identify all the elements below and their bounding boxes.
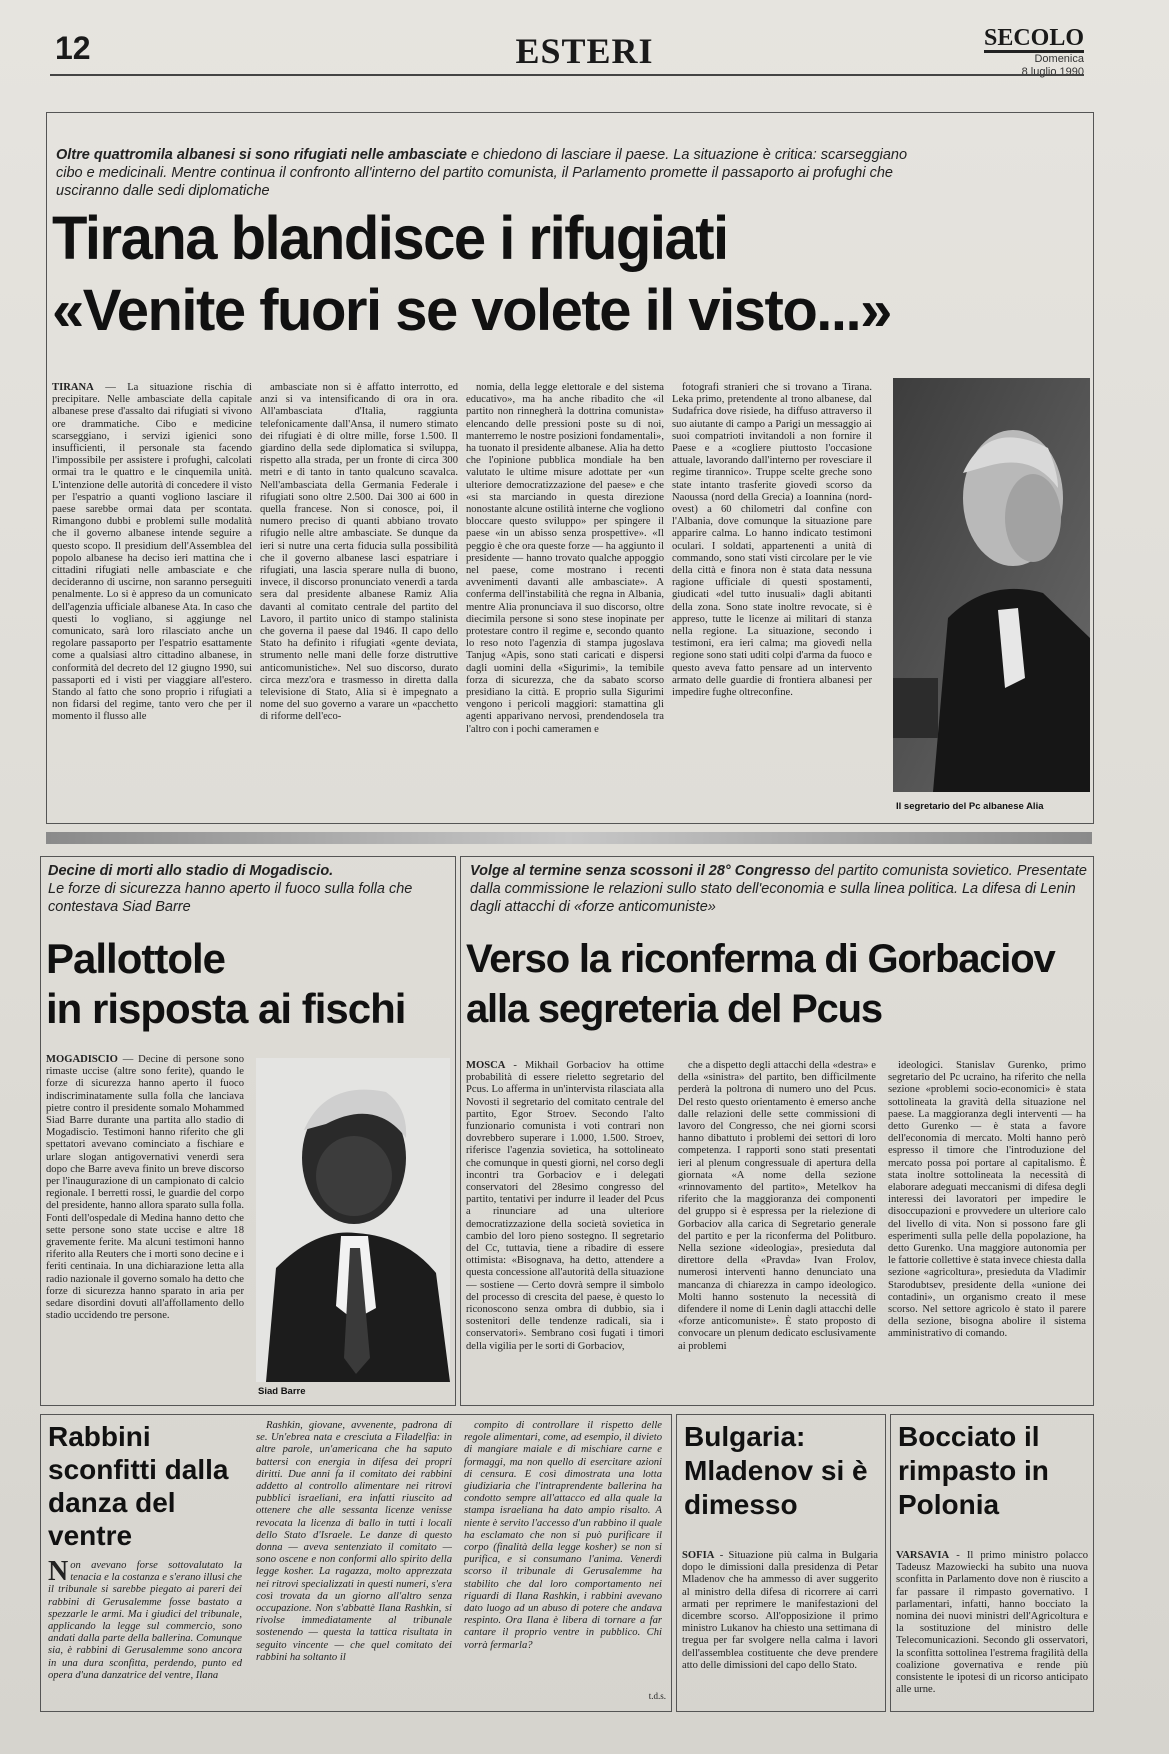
- col-text: — Decine di persone sono rimaste uccise (altre sono ferite), quando le forze di sicurezza hanno aperto il fuoco indiscriminatamente sulla folla che lanciava pietre contro il presidente somalo Mohammed Siad Barre durante una partita allo stadio di Mogadiscio. Testimoni hanno riferito che gli spettatori avevano cominciato a fischiare e urlare slogan antigovernativi venerdì sera dopo che Barre aveva finito un breve discorso per l'inaugurazione di un campionato di calcio regionale. I berretti rossi, le guardie del corpo del presidente, hanno allora sparato sulla folla. Fonti dell'ospedale di Medina hanno detto che sette persone sono state uccise e altre 18 gravemente ferite. Ma alcuni testimoni hanno riferito alla Reuters che i morti sono decine e i feriti centinaia. In una dichiarazione letta alla radio nazionale il governo somalo ha detto che forze di sicurezza hanno sparato in aria per sedare disordini dovuti all'affollamento dello stadio uccidendo tre persone.: [46, 1054, 244, 1322]
- article-gorbaciov-col-2: [678, 1060, 876, 1400]
- dateline-mogadiscio: MOGADISCIO: [46, 1054, 118, 1065]
- kicker-bold: Decine di morti allo stadio di Mogadiscio.: [48, 863, 334, 879]
- portrait-barre-image: [256, 1058, 450, 1382]
- article-albania-headline-1: Tirana blandisce i rifugiati: [52, 204, 728, 273]
- article-rabbini-col-2: [256, 1420, 452, 1706]
- photo-siad-barre: [256, 1058, 450, 1382]
- col-text: on avevano forse sottovalutato la tenacia e la costanza e s'erano illusi che il tribunale si sarebbe piegato ai pareri dei rabbini di Gerusalemme fosse bastato a spezzarle le armi. Ma i giudici del tribunale, applicando la legge sul commercio, sono andati dalla parte della ballerina. Comunque sia, è rabbini di Gerusalemme sono ancora in una dura sconfitta, perdendo, punto ed opera d'una danzatrice del ventre, Ilana: [48, 1560, 242, 1681]
- article-albania-headline-2: «Venite fuori se volete il visto...»: [52, 278, 891, 343]
- article-gorbaciov-col-3: [888, 1060, 1086, 1400]
- dateline-tirana: TIRANA: [52, 382, 94, 393]
- masthead-logo: SECOLO: [983, 25, 1084, 51]
- article-albania-kicker: [56, 146, 936, 200]
- article-gorbaciov-kicker: [470, 862, 1090, 916]
- dateline-sofia: SOFIA: [682, 1550, 715, 1561]
- header-rule: [50, 74, 1084, 76]
- article-rabbini-col-3: [464, 1420, 662, 1688]
- article-rabbini-signature: t.d.s.: [648, 1691, 666, 1701]
- section-separator: [46, 832, 1092, 844]
- section-title: ESTERI: [515, 31, 654, 71]
- col-text: che a dispetto degli attacchi della «destra» e della «sinistra» del partito, ben difficilmente perderà la poltrona di numero uno del Pcus. Del resto questo orientamento è emerso anche dalle relazioni delle sette commissioni di lavoro del Congresso, che nei giorni scorsi hanno dibattuto i problemi dei settori di loro competenza. I rapporti sono stati presentati ieri al plenum congressuale di apertura della giornata «A nome della sezione «rinnovamento del partito», Metelkov ha riferito che la maggioranza dei componenti del gruppo si è espressa per la rielezione di Gorbaciov alla carica di Segretario generale del partito e per la riconferma del Politburo. Nella sezione «ideologia», presieduta dal direttore della «Pravda» Ivan Frolov, numerosi interventi hanno denunciato una mancanza di chiarezza in campo ideologico. Molti hanno sostenuto la necessità di difendere il nome di Lenin dagli attacchi delle «forze anticomuniste». È stato proposto di convocare un plenum dedicato esclusivamente ai problemi: [678, 1060, 876, 1352]
- article-albania-col-3: [466, 382, 664, 812]
- article-bulgaria-body: [682, 1550, 878, 1706]
- article-gorbaciov-col-1: [466, 1060, 664, 1400]
- col-text: nomia, della legge elettorale e del sistema educativo», ma ha anche ribadito che «il partito non rinnegherà la dottrina comunista» elencando delle pressioni poste su di noi, manterremo le nostre posizioni fondamentali», ha tuonato il presidente albanese. Alia ha detto che l'opinione pubblica mondiale ha ben valutato le ultime misure adottate per «un ulteriore democratizzazione del paese» e che «si sta marciando in questa direzione nonostante alcune ostilità interne che vogliono bloccare questo sviluppo» per spingere il paese «in un abisso senza prospettive». «Il peggio è che ora queste forze — ha aggiunto il presidente — hanno trovato qualche appoggio nel paese, come mostrano i recenti avvenimenti davanti alle ambasciate». A conferma dell'instabilità che regna in Albania, mentre Alia pronunciava il suo discorso, oltre diecimila persone si sono stese inopinate per protestare contro il regime e, secondo quanto lo reso noto l'agenzia di stampa jugoslava Tanjug «Apis, sono stati caricati e dispersi dagli uomini della «Sigurimi», la temibile forza di sicurezza, che da sabato scorso presidiano la città. E proprio sulla Sigurimi vengono i pericoli maggiori: stamattina gli agenti apparivano nervosi, prendendosela tra l'altro con i pochi cameramen e: [466, 382, 664, 735]
- article-albania-col-2: [260, 382, 458, 812]
- photo-alia: [893, 378, 1090, 792]
- issue-date: 8 luglio 1990: [1021, 66, 1084, 78]
- col-text: fotografi stranieri che si trovano a Tirana. Leka primo, pretendente al trono albanese, dal Sudafrica dove risiede, ha diffuso attraverso il suo aiutante di campo a Parigi un messaggio ai suoi compatrioti invitandoli a non fornire il Paese e a «cogliere piuttosto l'occasione attuale, lavorando dall'interno per rovesciare il regime tirannico». Truppe scelte greche sono state intanto trasferite giovedì scorso da Naoussa (nord della Grecia) a Ioannina (nord-ovest) a 60 chilometri dal confine con l'Albania, dove comunque la situazione pare apparire calma. Lo hanno indicato testimoni oculari. I soldati, appartenenti a unità di commando, sono stati visti circolare per le vie della città e finora non è stata data nessuna ragione ufficiale di questi spostamenti, giudicati «del tutto inusuali» dagli abitanti della zona. Sono state inoltre revocate, si è appreso, tutte le licenze ai militari di stanza nella regione. La situazione, secondo i testimoni, era ieri calma; ma giovedì nella regione sono stati uditi colpi d'arma da fuoco e questo aveva fatto pensare ad un intervento armato delle guardie di frontiera albanesi per impedire fughe oltreconfine.: [672, 382, 872, 699]
- dateline-mosca: MOSCA: [466, 1060, 506, 1071]
- article-mogadiscio-headline-1: Pallottole: [46, 935, 226, 982]
- article-rabbini-col-1: [48, 1560, 242, 1706]
- col-text: — La situazione rischia di precipitare. Nelle ambasciate della capitale albanese prese d'assalto dai rifugiati si vivono ore drammatiche. Cibo e medicine scarseggiano, i servizi igienici sono insufficienti, il personale sta facendo l'impossibile per assistere i profughi, calcolati ormai tra le quattro e le cinquemila unità. L'intenzione delle autorità di concedere il visto per l'espatrio a quanti vogliono lasciare il paese sarebbe ormai data per scontata. Rimangono dubbi e problemi sulle modalità che il governo albanese intende seguire a questo scopo. Il presidium dell'Assemblea del popolo albanese ha deciso ieri mattina che i cittadini rifugiati nelle ambasciate e che decideranno di uscirne, non saranno perseguiti penalmente. Lo si è appreso da un comunicato dell'agenzia ufficiale albanese Ata. In caso che questi lo vogliano, si aggiunge nel comunicato, sarà loro rilasciato anche un regolare passaporto per l'espatrio esattamente come a qualsiasi altro cittadino albanese, in conformità del decreto del 12 giugno 1990, sui passaporti ed i visti per viaggiare all'estero. Stando al fatto che sono proprio i rifugiati a non fidarsi del regime, tanto vero che per il momento il flusso alle: [52, 382, 252, 723]
- col-text: ambasciate non si è affatto interrotto, ed anzi si va intensificando di ora in ora. All'ambasciata d'Italia, raggiunta telefonicamente dall'Ansa, il numero stimato dei rifugiati è di oltre mille, forse 1.500. Il giardino della sede diplomatica si sviluppa, rispetto alla strada, per un fronte di circa 300 metri e di tanto in tanto qualcuno scavalca. Nell'ambasciata della Germania Federale i rifugiati sono oltre 2.500. Dai 300 ai 600 in quella francese. Non si conosce, poi, il numero preciso di quanti abbiano trovato rifugio nelle altre ambasciate. Se dunque da ieri si nutre una certa fiducia sulla possibilità che il governo albanese lasci espatriare i rifugiati, una lascia sperare nulla di buono, invece, il discorso pronunciato venerdì a tarda sera dal presidente albanese Ramiz Alia davanti al comitato centrale del partito del Lavoro, il partito unico di stampo stalinista che governa il paese dal 1946. Il capo dello Stato ha definito i rifugiati «gente deviata, strumento nelle mani delle forze distruttive anticomunistiche». Nel suo discorso, durato circa mezz'ora e trasmesso in diretta dalla televisione di Stato, Alia si è impegnato a nome del suo governo a varare un «pacchetto di riforme dell'eco-: [260, 382, 458, 723]
- col-text: Rashkin, giovane, avvenente, padrona di se. Un'ebrea nata e cresciuta a Filadelfia: in altre parole, un'americana che ha saputo battersi con energia in difesa dei propri diritti. Due anni fa il comitato dei rabbini addetto al controllo alimentare nei ritrovi pubblici israeliani, era infatti riuscito ad ottenere che alle sessanta licenze venisse revocata la licenza di ballo in tutti i locali dello Stato d'Israele. Le danze di questo donna — aveva sentenziato il comitato — sono oscene e non conformi allo spirito della legge kosher. La ragazza, molto apprezzata nei ritrovi specializzati in questi numeri, s'era così trovata da un giorno all'altro senza occupazione. Non s'abbattè Ilana Rashkin, si rivolse immediatamente al tribunale sostenendo — questa la tattica risultata in seguito vincente — che quel comitato dei rabbini ha soltanto il: [256, 1420, 452, 1663]
- article-mogadiscio-body: [46, 1054, 244, 1400]
- portrait-alia-image: [893, 378, 1090, 792]
- kicker-rest: Le forze di sicurezza hanno aperto il fuoco sulla folla che contestava Siad Barre: [48, 881, 413, 915]
- kicker-rest: e chiedono di lasciare il paese. La situazione è critica: scarseggiano cibo e medicinali. Mentre continua il confronto all'interno del partito comunista, il Parlamento promette il passaporto ai profughi che usciranno dalle sedi diplomatiche: [56, 147, 908, 199]
- kicker-rest: del partito comunista sovietico. Presentate dalla commissione le relazioni sullo stato dell'economia e sulla linea politica. La difesa di Lenin dagli attacchi di «forze anticomuniste»: [470, 863, 1087, 915]
- article-albania-col-1: [52, 382, 252, 812]
- photo-barre-caption: Siad Barre: [258, 1386, 306, 1397]
- photo-alia-caption: Il segretario del Pc albanese Alia: [896, 801, 1044, 812]
- col-text: ideologici. Stanislav Gurenko, primo segretario del Pc ucraino, ha riferito che nella sezione «problemi socio-economici» è stata sottolineata la gravità della situazione nel paese. La maggioranza degli interventi — ha detto Gurenko — è stata a favore dell'economia di mercato. Molti hanno però espresso il timore che l'introduzione del mercato possa poi portare al capitalismo. È stata inoltre sottolineata la necessità di elaborare adeguati meccanismi di difesa degli interessi dei lavoratori per impedire le disoccupazioni e provvedere un ulteriore calo del livello di vita. Non si possono fare gli esperimenti sulla pelle della popolazione, ha detto Gurenko. Una maggiore autonomia per le fattorie collettive è stata invece chiesta dalla sezione «agricoltura», presieduta da Vladimir Starodubtsev, presidente della «unione dei contadini», un organismo creato il mese scorso. Nel settore agricolo è stato il parere della sezione, bisogna abolire il sistema amministrativo di comando.: [888, 1060, 1086, 1340]
- col-text: - Situazione più calma in Bulgaria dopo le dimissioni dalla presidenza di Petar Mladenov che ha ammesso di aver suggerito al ministro della difesa di ricorrere ai carri armati per reprimere le manifestazioni del dicembre scorso. All'opposizione il primo ministro Lukanov ha chiesto una settimana di tregua per far svolgere nella calma i lavori dell'assemblea costituente che deve prendere atto delle dimissioni del capo dello Stato.: [682, 1550, 878, 1671]
- article-gorbaciov-headline-2: alla segreteria del Pcus: [466, 987, 882, 1031]
- masthead: [984, 26, 1084, 79]
- article-mogadiscio-headline-2: in risposta ai fischi: [46, 985, 406, 1032]
- article-albania-col-4: [672, 382, 872, 812]
- issue-day: Domenica: [1034, 53, 1084, 65]
- page-number: 12: [55, 30, 91, 66]
- col-text: - Il primo ministro polacco Tadeusz Mazowiecki ha subito una nuova sconfitta in Parlamento dove non è riuscito a far passare il rimpasto governativo. I parlamentari, infatti, hanno bocciato la nomina dei nuovi ministri dell'Agricoltura e la sostituzione del ministro delle Telecomunicazioni. Secondo gli osservatori, la sconfitta sottolinea l'estrema fragilità della coalizione governativa e rende più consistente le ipotesi di un ricorso anticipato alle urne.: [896, 1550, 1088, 1696]
- article-rabbini-headline: Rabbini sconfitti dalla danza del ventre: [48, 1421, 229, 1551]
- kicker-bold: Volge al termine senza scossoni il 28° Congresso: [470, 863, 811, 879]
- col-text: - Mikhail Gorbaciov ha ottime probabilità di essere rieletto segretario del Pcus. Lo afferma in un'intervista rilasciata alla Novosti il segretario del comitato centrale del partito, Egor Stroev. Secondo l'alto funzionario comunista i voti contrari non dovrebbero superare i 1.000, 1.500. Stroev, riferisce l'agenzia sovietica, ha sottolineato che comunque in questi giorni, nel corso degli incontri tra Gorbaciov e i delegati conservatori del 28esimo congresso del partito, tentativi per indurre il leader del Pcus a rinunciare ad una ulteriore democratizzazione della società sovietica in cambio del loro pieno sostegno. Il segretario del Cc, tuttavia, tiene a ribadire di essere ottimista: «Bisognava, ha detto, attendere a questa concessione all'autorità della situazione — sostiene — Certo dovrà sempre il simbolo del processo di crescita del paese, è questo lo riconoscono senza ombra di dubbio, sia i sostenitori delle tendenze radicali, sia i conservatori». Sembrano così fugati i timori della vigilia per le sorti di Gorbaciov,: [466, 1060, 664, 1352]
- kicker-bold: Oltre quattromila albanesi si sono rifugiati nelle ambasciate: [56, 147, 467, 163]
- col-text: compito di controllare il rispetto delle regole alimentari, come, ad esempio, il divieto di mangiare maiale e di mischiare carne e formaggi, ma non quello di esercitare azioni di censura. E così dimostrata una lotta giudiziaria che l'intraprendente ballerina ha condotto sempre all'attacco ed alla quale la stampa israeliana ha dato ampio risalto. A niente è servito l'accesso d'un rabbino il quale ha esclamato che non si può purificare il corpo (finalità della legge kosher) se non si purifica, e si consumano l'anima. Venerdì scorso il tribunale di Gerusalemme ha stabilito che dal loro comportamento nei riguardi di Ilana Rashkin, i rabbini avevano dato luogo ad un abuso di potere che andava respinto. Ora Ilana è libera di tornare a far cantare il proprio ventre in pubblico. Chi vorrà fermarla?: [464, 1420, 662, 1651]
- article-gorbaciov-headline-1: Verso la riconferma di Gorbaciov: [466, 937, 1055, 981]
- article-mogadiscio-kicker: [48, 862, 448, 916]
- article-polonia-headline: Bocciato il rimpasto in Polonia: [898, 1421, 1049, 1520]
- dropcap: N: [48, 1560, 69, 1587]
- dateline-varsavia: VARSAVIA: [896, 1550, 950, 1561]
- article-bulgaria-headline: Bulgaria: Mladenov si è dimesso: [684, 1421, 868, 1520]
- article-polonia-body: [896, 1550, 1088, 1706]
